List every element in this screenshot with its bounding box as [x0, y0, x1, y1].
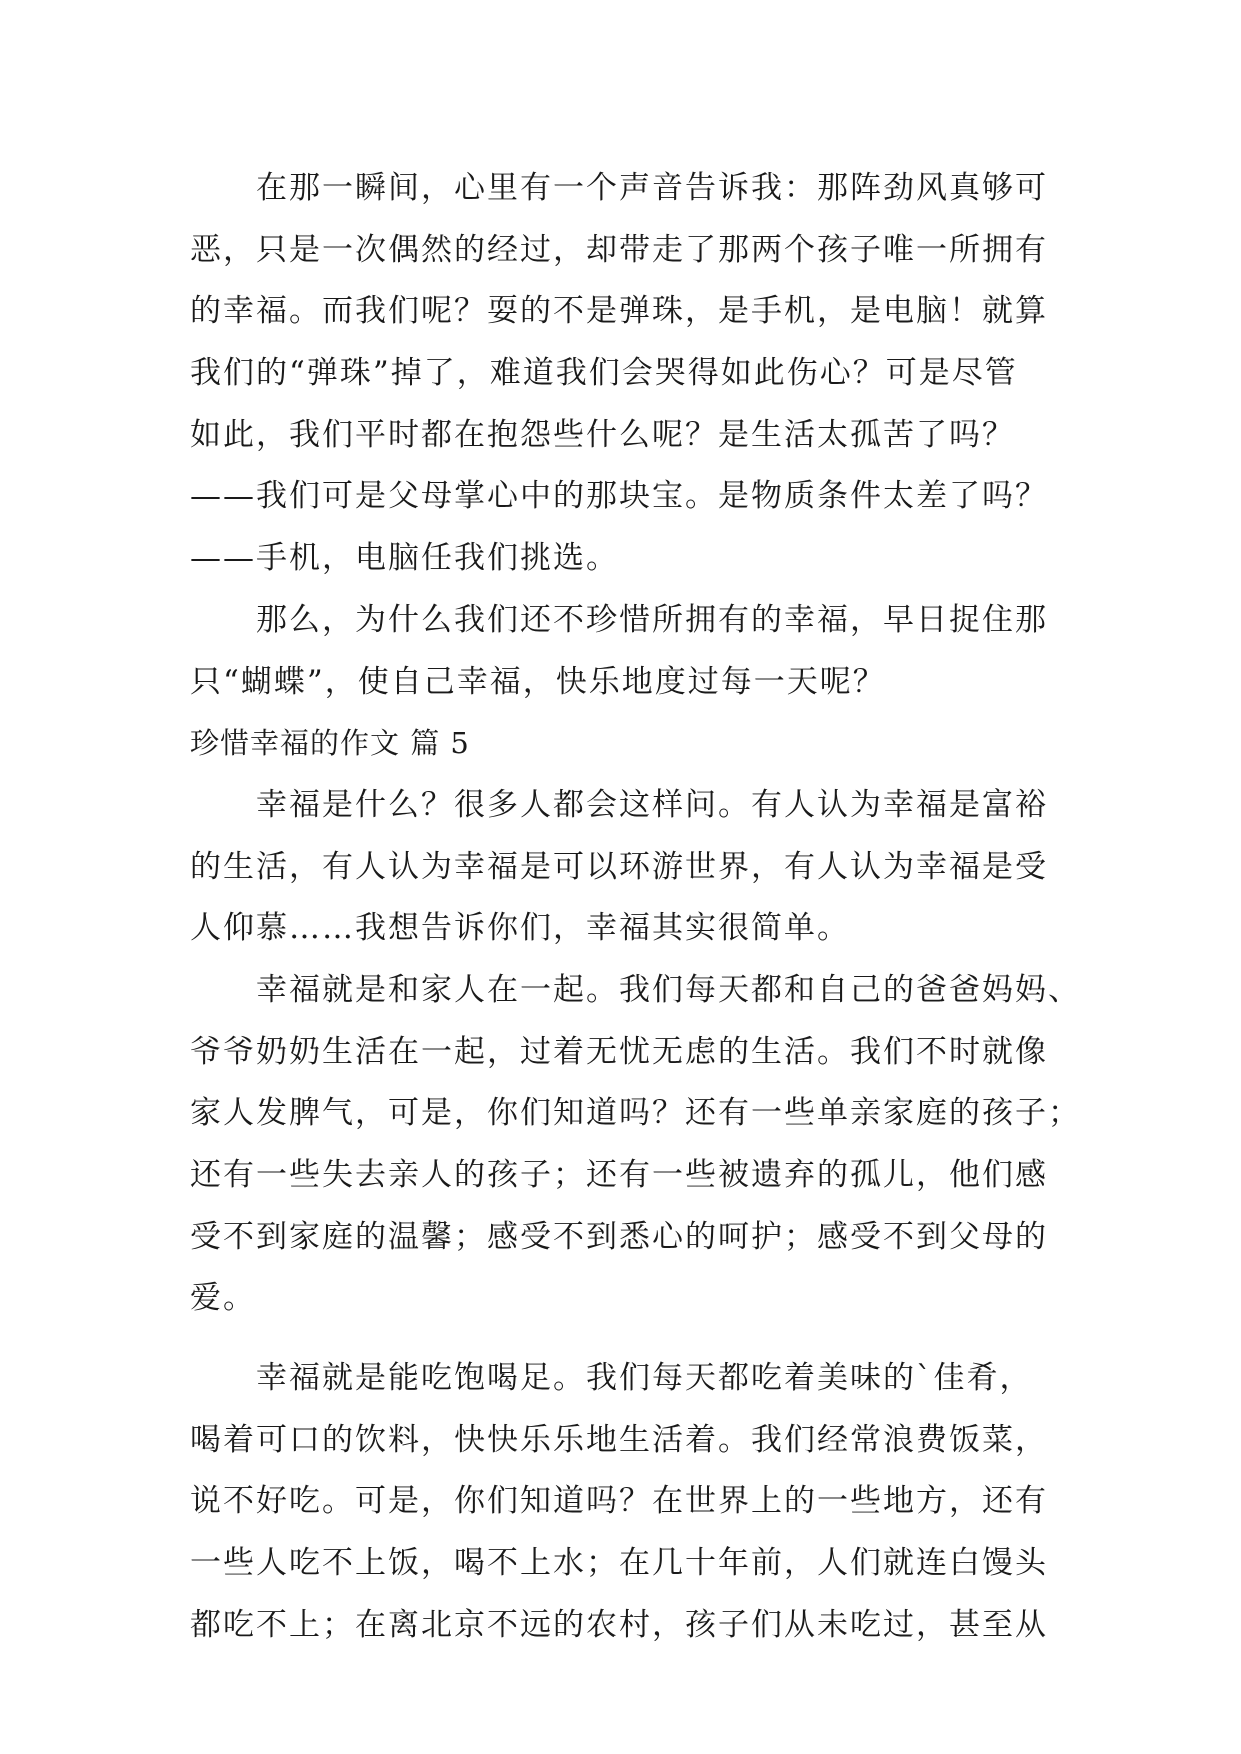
text-line: 只“蝴蝶”，使自己幸福，快乐地度过每一天呢？: [190, 663, 886, 700]
text-line: 我们的“弹珠”掉了，难道我们会哭得如此伤心？可是尽管: [190, 355, 1018, 392]
text-line: 恶，只是一次偶然的经过，却带走了那两个孩子唯一所拥有: [190, 231, 1048, 268]
text-line: 的幸福。而我们呢？耍的不是弹珠，是手机，是电脑！就算: [190, 293, 1048, 330]
text-line: 喝着可口的饮料，快快乐乐地生活着。我们经常浪费饭菜，: [190, 1421, 1048, 1458]
text-line: 还有一些失去亲人的孩子；还有一些被遗弃的孤儿，他们感: [190, 1157, 1048, 1193]
text-line: 家人发脾气，可是，你们知道吗？还有一些单亲家庭的孩子；: [190, 1095, 1081, 1132]
text-line: 那么，为什么我们还不珍惜所拥有的幸福，早日捉住那: [256, 601, 1048, 638]
text-line: [190, 1657, 1052, 1719]
text-line: 幸福就是能吃饱喝足。我们每天都吃着美味的`佳肴，: [256, 1360, 1033, 1397]
text-line: 如此，我们平时都在抱怨些什么呢？是生活太孤苦了吗？: [190, 416, 1015, 453]
paragraph-1: [190, 158, 1052, 590]
text-line: ——我们可是父母掌心中的那块宝。是物质条件太差了吗？: [190, 478, 1048, 515]
text-line: 在那一瞬间，心里有一个声音告诉我：那阵劲风真够可: [256, 170, 1048, 206]
text-line: 一些人吃不上饭，喝不上水；在几十年前，人们就连白馒头: [190, 1545, 1048, 1582]
text-line: 幸福就是和家人在一起。我们每天都和自己的爸爸妈妈、: [256, 971, 1081, 1008]
section-heading: 珍惜幸福的作文 篇 5: [190, 726, 470, 761]
text-line: 爷爷奶奶生活在一起，过着无忧无虑的生活。我们不时就像: [190, 1033, 1048, 1070]
paragraph-2: [190, 590, 1052, 713]
text-line: ——手机，电脑任我们挑选。: [190, 540, 619, 577]
text-line: 的生活，有人认为幸福是可以环游世界，有人认为幸福是受: [190, 848, 1048, 885]
paragraph-5: [190, 1348, 1052, 1718]
text-line: 受不到家庭的温馨；感受不到悉心的呵护；感受不到父母的: [190, 1218, 1048, 1255]
text-line: 说不好吃。可是，你们知道吗？在世界上的一些地方，还有: [190, 1483, 1048, 1520]
text-line: 都吃不上；在离北京不远的农村，孩子们从未吃过，甚至从: [190, 1606, 1048, 1643]
paragraph-3: [190, 775, 1052, 960]
text-line: 人仰慕……我想告诉你们，幸福其实很简单。: [190, 910, 850, 947]
paragraph-gap: [190, 1330, 1052, 1348]
document-body: [190, 158, 1081, 1718]
text-line: 爱。: [190, 1280, 256, 1317]
text-line: 幸福是什么？很多人都会这样问。有人认为幸福是富裕: [256, 786, 1048, 823]
paragraph-4: [190, 960, 1081, 1330]
